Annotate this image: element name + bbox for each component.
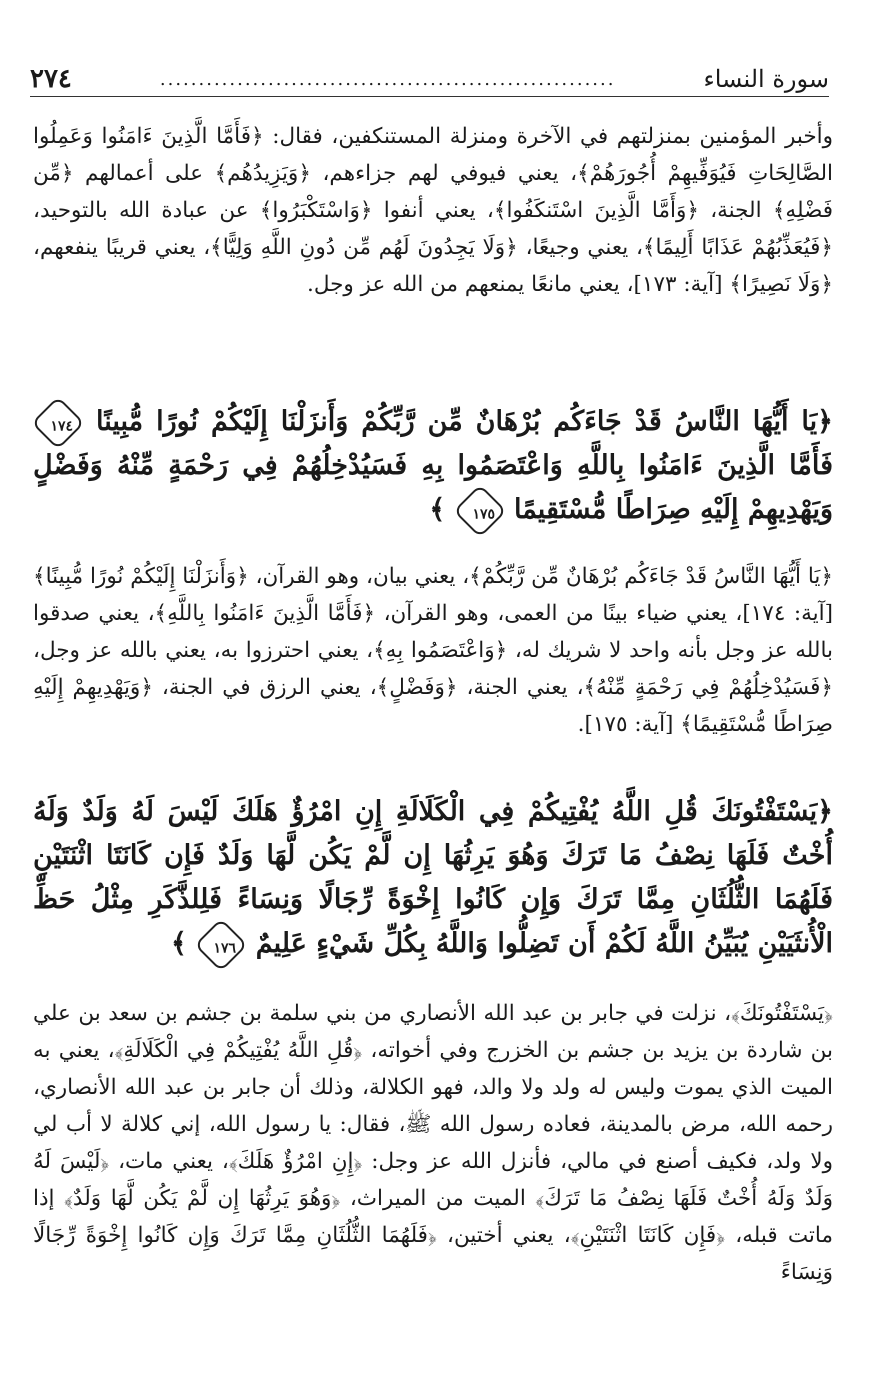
page-header: [30, 62, 829, 97]
verse-text: ﴿يَسْتَفْتُونَكَ قُلِ اللَّهُ يُفْتِيكُمْ فِي الْكَلَالَةِ إِنِ امْرُؤٌ هَلَكَ لَيْسَ لَهُ وَلَدٌ وَلَهُ أُخْتٌ فَلَهَا نِصْفُ مَا تَرَكَ وَهُوَ يَرِثُهَا إِن لَّمْ يَكُن لَّهَا وَلَدٌ فَإِن كَانَتَا اثْنَتَيْنِ فَلَهُمَا الثُّلُثَانِ مِمَّا تَرَكَ وَإِن كَانُوا إِخْوَةً رِّجَالًا وَنِسَاءً فَلِلذَّكَرِ مِثْلُ حَظِّ الْأُنثَيَيْنِ يُبَيِّنُ اللَّهُ لَكُمْ أَن تَضِلُّوا وَاللَّهُ بِكُلِّ شَيْءٍ عَلِيمٌ: [33, 796, 833, 959]
verse-number-marker: ١٧٤: [31, 396, 85, 450]
quran-verse-block-2: [33, 790, 833, 978]
surah-title: سورة النساء: [703, 65, 829, 93]
verse-number-marker: ١٧٥: [453, 484, 507, 538]
commentary-paragraph-3: ﴿يَسْتَفْتُونَكَ﴾، نزلت في جابر بن عبد الله الأنصاري من بني سلمة بن جشم بن سعد بن علي بن شاردة بن يزيد بن جشم بن الخزرج وفي أخواته، ﴿قُلِ اللَّهُ يُفْتِيكُمْ فِي الْكَلَالَةِ﴾، يعني به الميت الذي يموت وليس له ولد ولا والد، فهو الكلالة، وذلك أن جابر بن عبد الله الأنصاري، رحمه الله، مرض بالمدينة، فعاده رسول الله ﷺ، فقال: يا رسول الله، إني كلالة لا أب لي ولا ولد، فكيف أصنع في مالي، فأنزل الله عز وجل: ﴿إِنِ امْرُؤٌ هَلَكَ﴾، يعني مات، ﴿لَيْسَ لَهُ وَلَدٌ وَلَهُ أُخْتٌ فَلَهَا نِصْفُ مَا تَرَكَ﴾ الميت من الميراث، ﴿وَهُوَ يَرِثُهَا إِن لَّمْ يَكُن لَّهَا وَلَدٌ﴾ إذا ماتت قبله، ﴿فَإِن كَانَتَا اثْنَتَيْنِ﴾، يعني أختين، ﴿فَلَهُمَا الثُّلُثَانِ مِمَّا تَرَكَ وَإِن كَانُوا إِخْوَةً رِّجَالًا وَنِسَاءً: [33, 1001, 833, 1285]
commentary-paragraph-2: ﴿يَا أَيُّهَا النَّاسُ قَدْ جَاءَكُم بُرْهَانٌ مِّن رَّبِّكُمْ﴾، يعني بيان، وهو القرآن، ﴿وَأَنزَلْنَا إِلَيْكُمْ نُورًا مُّبِينًا﴾ [آية: ١٧٤]، يعني ضياء بينًا من العمى، وهو القرآن، ﴿فَأَمَّا الَّذِينَ ءَامَنُوا بِاللَّهِ﴾، يعني صدقوا بالله عز وجل بأنه واحد لا شريك له، ﴿وَاعْتَصَمُوا بِهِ﴾، يعني احترزوا به، يعني بالله عز وجل، ﴿فَسَيُدْخِلُهُمْ فِي رَحْمَةٍ مِّنْهُ﴾، يعني الجنة، ﴿وَفَضْلٍ﴾، يعني الرزق في الجنة، ﴿وَيَهْدِيهِمْ إِلَيْهِ صِرَاطًا مُّسْتَقِيمًا﴾ [آية: ١٧٥].: [33, 564, 833, 737]
page-number: ٢٧٤: [30, 64, 72, 94]
verse-number-marker: ١٧٦: [194, 918, 248, 972]
verse-close-bracket: ﴾: [171, 928, 187, 959]
header-dots: ...........................................................: [159, 68, 616, 90]
verse-close-bracket: ﴾: [429, 494, 446, 525]
commentary-paragraph-1: وأخبر المؤمنين بمنزلتهم في الآخرة ومنزلة المستنكفين، فقال: ﴿فَأَمَّا الَّذِينَ ءَامَنُوا وَعَمِلُوا الصَّالِحَاتِ فَيُوَفِّيهِمْ أُجُورَهُمْ﴾، يعني فيوفي لهم جزاءهم، ﴿وَيَزِيدُهُم﴾ على أعمالهم ﴿مِّن فَضْلِهِ﴾ الجنة، ﴿وَأَمَّا الَّذِينَ اسْتَنكَفُوا﴾، يعني أنفوا ﴿وَاسْتَكْبَرُوا﴾ عن عبادة الله بالتوحيد، ﴿فَيُعَذِّبُهُمْ عَذَابًا أَلِيمًا﴾، يعني وجيعًا، ﴿وَلَا يَجِدُونَ لَهُم مِّن دُونِ اللَّهِ وَلِيًّا﴾، يعني قريبًا ينفعهم، ﴿وَلَا نَصِيرًا﴾ [آية: ١٧٣]، يعني مانعًا يمنعهم من الله عز وجل.: [33, 124, 833, 297]
verse-text: فَأَمَّا الَّذِينَ ءَامَنُوا بِاللَّهِ وَاعْتَصَمُوا بِهِ فَسَيُدْخِلُهُمْ فِي رَحْمَةٍ مِّنْهُ وَفَضْلٍ وَيَهْدِيهِمْ إِلَيْهِ صِرَاطًا مُّسْتَقِيمًا: [33, 450, 833, 525]
verse-text: ﴿يَا أَيُّهَا النَّاسُ قَدْ جَاءَكُم بُرْهَانٌ مِّن رَّبِّكُمْ وَأَنزَلْنَا إِلَيْكُمْ نُورًا مُّبِينًا: [95, 406, 833, 437]
quran-verse-block-1: [33, 400, 833, 530]
